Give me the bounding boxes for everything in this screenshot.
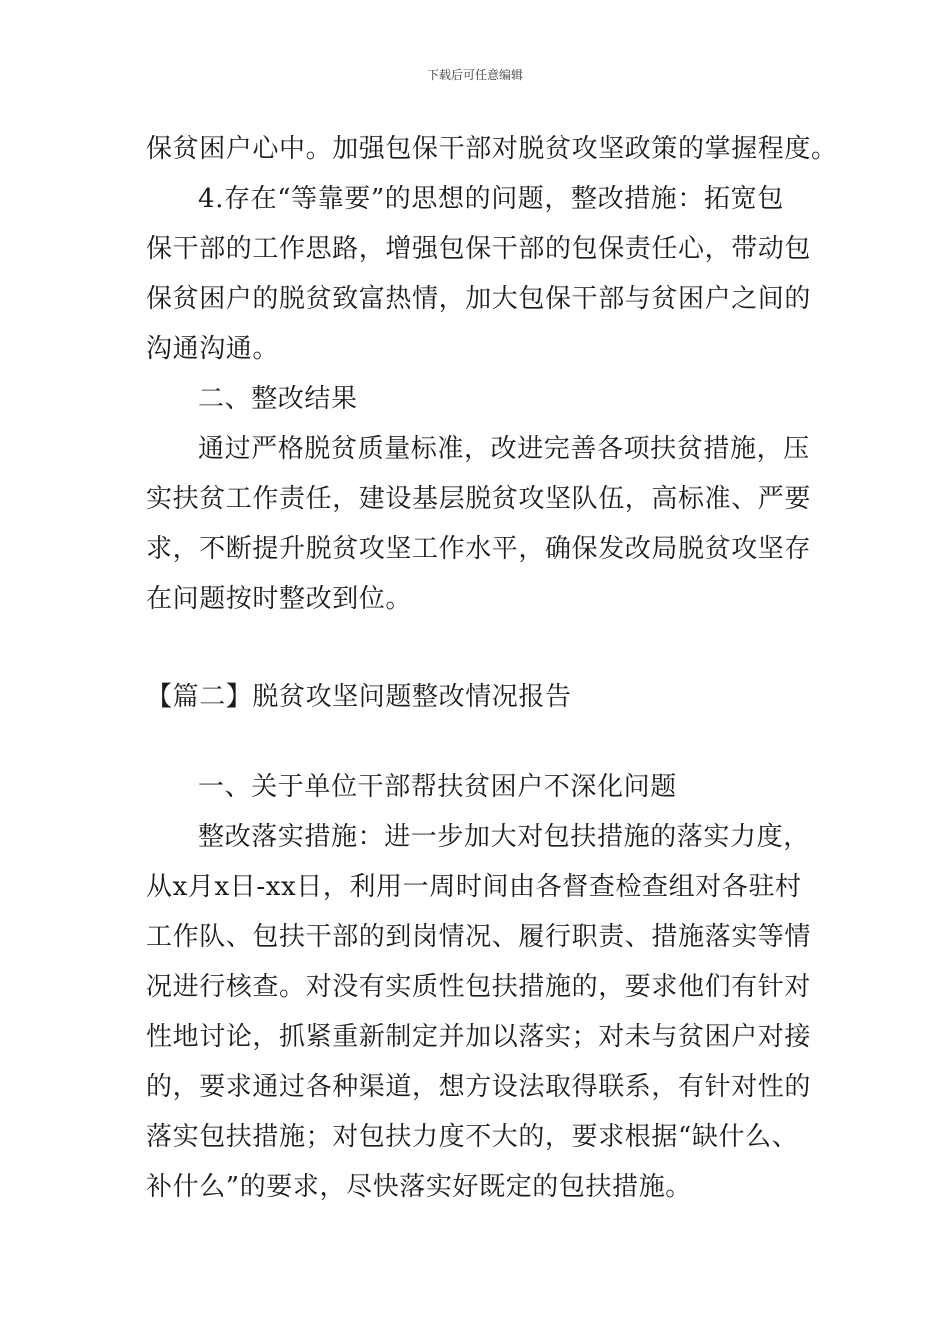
text-line: 工作队、包扶干部的到岗情况、履行职责、措施落实等情 — [146, 922, 812, 952]
text-line: 在问题按时整改到位。 — [146, 584, 413, 614]
spacer — [146, 722, 806, 762]
text-line: 落实包扶措施；对包扶力度不大的，要求根据“缺什么、 — [146, 1122, 799, 1152]
text-line: 的，要求通过各种渠道，想方设法取得联系，有针对性的 — [146, 1072, 812, 1102]
text-line: 沟通沟通。 — [146, 334, 280, 364]
text-line: 保贫困户的脱贫致富热情，加大包保干部与贫困户之间的 — [146, 284, 812, 314]
text-line: 保干部的工作思路，增强包保干部的包保责任心，带动包 — [146, 234, 812, 264]
document-body — [146, 124, 838, 1212]
text-line: 保贫困户心中。加强包保干部对脱贫攻坚政策的掌握程度。 — [146, 134, 838, 164]
text-line: 4.存在“等靠要”的思想的问题，整改措施：拓宽包 — [198, 184, 784, 214]
text-line: 实扶贫工作责任，建设基层脱贫攻坚队伍，高标准、严要 — [146, 484, 812, 514]
text-line: 求，不断提升脱贫攻坚工作水平，确保发改局脱贫攻坚存 — [146, 534, 812, 564]
text-line: 整改落实措施：进一步加大对包扶措施的落实力度， — [198, 822, 810, 852]
text-line: 补什么”的要求，尽快落实好既定的包扶措施。 — [146, 1172, 692, 1202]
text-line: 性地讨论，抓紧重新制定并加以落实；对未与贫困户对接 — [146, 1022, 812, 1052]
text-line: 从x月x日-xx日，利用一周时间由各督查检查组对各驻村 — [146, 872, 802, 902]
report-title: 【篇二】脱贫攻坚问题整改情况报告 — [146, 682, 572, 712]
text-line: 通过严格脱贫质量标准，改进完善各项扶贫措施，压 — [198, 434, 810, 464]
spacer — [146, 624, 806, 672]
section-heading: 一、关于单位干部帮扶贫困户不深化问题 — [198, 772, 677, 802]
header-note: 下载后可任意编辑 — [426, 68, 523, 82]
text-line: 况进行核查。对没有实质性包扶措施的，要求他们有针对 — [146, 972, 812, 1002]
section-heading: 二、整改结果 — [198, 384, 358, 414]
